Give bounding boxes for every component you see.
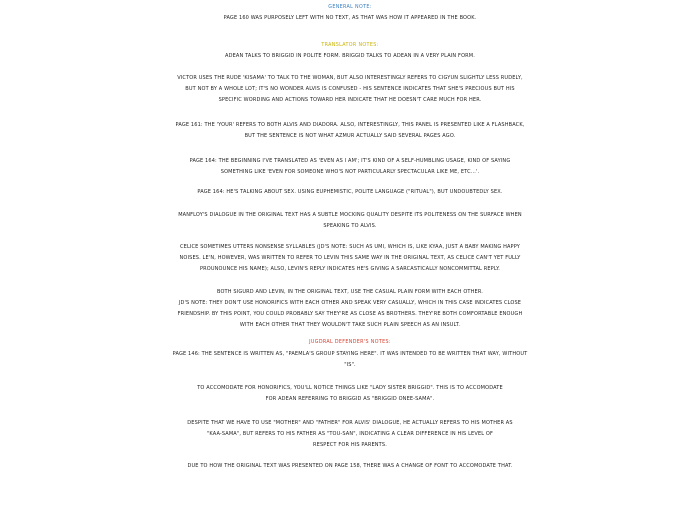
translator-note-line: BOTH SIGURD AND LEVIN, IN THE ORIGINAL TEXT, USE THE CASUAL PLAIN FORM WITH EACH OTHER. (216, 289, 484, 295)
jugdral-note-line: "IS". (344, 362, 356, 368)
translator-note-line: PAGE 161: THE 'YOUR' REFERS TO BOTH ALVIS AND DIADORA. ALSO, INTERESTINGLY, THIS PANEL IS PRESENTED LIKE A FLASHBACK, (175, 122, 525, 128)
translator-note-line: FRIENDSHIP. BY THIS POINT, YOU COULD PROBABLY SAY THEY'RE AS CLOSE AS BROTHERS. THEY'RE BOTH COMFORTABLE ENOUGH (177, 311, 523, 317)
translator-note-line: VICTOR USES THE RUDE 'KISAMA' TO TALK TO THE WOMAN, BUT ALSO INTERESTINGLY REFERS TO CIGYUN SLIGHTLY LESS RUDELY, (177, 75, 523, 81)
translator-note-line: SPECIFIC WORDING AND ACTIONS TOWARD HER INDICATE THAT HE DOESN'T CARE MUCH FOR HER. (218, 97, 482, 103)
general-note-heading: GENERAL NOTE: (328, 5, 372, 10)
translator-note-line: NOISES. LE'N, HOWEVER, WAS WRITTEN TO REFER TO LEVIN THIS SAME WAY IN THE ORIGINAL TEXT, AS CELICE CAN'T YET FULLY (179, 255, 521, 261)
jugdral-notes-heading: JUGDRAL DEFENDER'S NOTES: (309, 340, 391, 345)
translator-note-line: BUT THE SENTENCE IS NOT WHAT AZMUR ACTUALLY SAID SEVERAL PAGES AGO. (244, 133, 456, 139)
translator-note-line: ADEAN TALKS TO BRIGGID IN POLITE FORM. BRIGGID TALKS TO ADEAN IN A VERY PLAIN FORM. (225, 53, 475, 59)
translator-note-line: SOMETHING LIKE 'EVEN FOR SOMEONE WHO'S NOT PARTICULARLY SPECTACULAR LIKE ME, ETC...'. (220, 169, 480, 175)
translator-note-line: PAGE 164: HE'S TALKING ABOUT SEX. USING EUPHEMISTIC, POLITE LANGUAGE ("RITUAL"), BUT UNDOUBTEDLY SEX. (197, 189, 503, 195)
translator-note-line: WITH EACH OTHER THAT THEY WOULDN'T TAKE SUCH PLAIN SPEECH AS AN INSULT. (239, 322, 461, 328)
jugdral-note-line: TO ACCOMODATE FOR HONORIFICS, YOU'LL NOTICE THINGS LIKE "LADY SISTER BRIGGID". THIS IS TO ACCOMODATE (197, 385, 503, 391)
jugdral-note-line: DUE TO HOW THE ORIGINAL TEXT WAS PRESENTED ON PAGE 158, THERE WAS A CHANGE OF FONT TO ACCOMODATE THAT. (187, 463, 513, 469)
translator-note-line: JD'S NOTE: THEY DON'T USE HONORIFICS WITH EACH OTHER AND SPEAK VERY CASUALLY, WHICH IN THIS CASE INDICATES CLOSE (178, 300, 522, 306)
translator-note-line: PAGE 164: THE BEGINNING I'VE TRANSLATED AS 'EVEN AS I AM'; IT'S KIND OF A SELF-HUMBLING USAGE, KIND OF SAYING (189, 158, 511, 164)
translator-note-line: CELICE SOMETIMES UTTERS NONSENSE SYLLABLES (JD'S NOTE: SUCH AS UMI, WHICH IS, LIKE KYAA, JUST A BABY MAKING HAPPY (180, 244, 520, 250)
translator-note-line: BUT NOT BY A WHOLE LOT; IT'S NO WONDER ALVIS IS CONFUSED - HIS SENTENCE INDICATES THAT SHE'S PRECIOUS BUT HIS (185, 86, 515, 92)
jugdral-note-line: FOR ADEAN REFERRING TO BRIGGID AS "BRIGGID ONEE-SAMA". (265, 396, 435, 402)
translator-note-line: MANFLOY'S DIALOGUE IN THE ORIGINAL TEXT HAS A SUBTLE MOCKING QUALITY DESPITE ITS POLITENESS ON THE SURFACE WHEN (178, 212, 522, 218)
translator-note-line: PROUNOUNCE HIS NAME); ALSO, LEVIN'S REPLY INDICATES HE'S GIVING A SARCASTICALLY NONCOMMITTAL REPLY. (199, 266, 501, 272)
translator-notes-heading: TRANSLATOR NOTES: (321, 43, 379, 48)
jugdral-note-line: DESPITE THAT WE HAVE TO USE "MOTHER" AND "FATHER" FOR ALVIS' DIALOGUE, HE ACTUALLY REFERS TO HIS MOTHER AS (187, 420, 513, 426)
jugdral-note-line: PAGE 146: THE SENTENCE IS WRITTEN AS, "PAEMLA'S GROUP STAYING HERE". IT WAS INTENDED TO BE WRITTEN THAT WAY, WITHOUT (172, 351, 528, 357)
general-note-line: PAGE 160 WAS PURPOSELY LEFT WITH NO TEXT, AS THAT WAS HOW IT APPEARED IN THE BOOK. (223, 15, 477, 21)
jugdral-note-line: RESPECT FOR HIS PARENTS. (313, 442, 387, 448)
jugdral-note-line: "KAA-SAMA", BUT REFERS TO HIS FATHER AS "TOU-SAN", INDICATING A CLEAR DIFFERENCE IN HIS LEVEL OF (206, 431, 494, 437)
translator-note-line: SPEAKING TO ALVIS. (323, 223, 377, 229)
